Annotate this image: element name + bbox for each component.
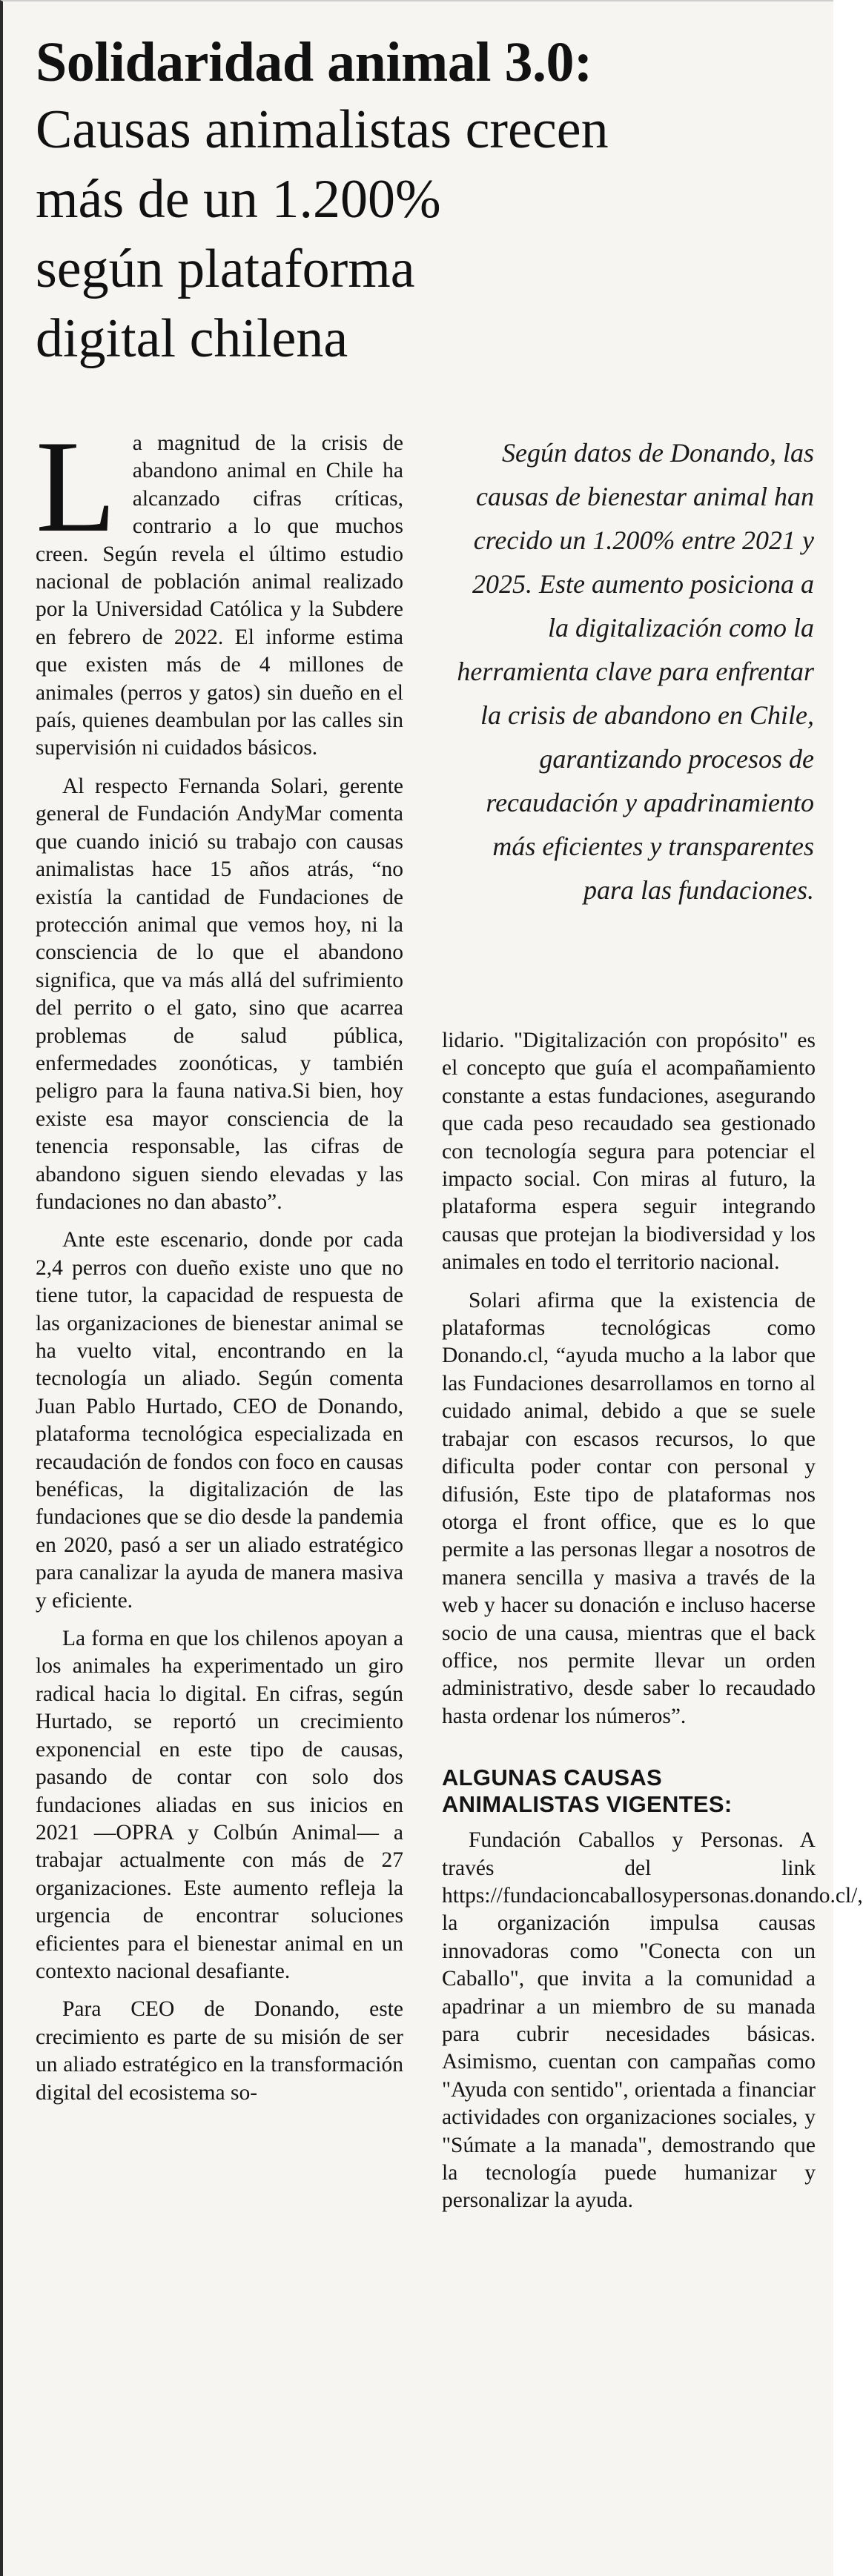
body-paragraph: lidario. "Digitalización con propósito" es el concepto que guía el acompañamiento constante a estas fundaciones, asegurando que cada peso recaudado sea gestionado con tecnología segura para potenciar el impacto social. Con miras al futuro, la plataforma espera seguir integrando causas que protejan la biodiversidad y los animales en todo el territorio nacional. xyxy=(442,1029,816,1275)
drop-cap: L xyxy=(36,413,116,560)
body-paragraph: Solari afirma que la existencia de plataformas tecnológicas como Donando.cl, “ayuda mucho a la labor que las Fundaciones desarrollamos en torno al cuidado animal, debido a que se suele trabajar con escasos recursos, lo que dificulta poder contar con personal y difusión, Este tipo de plataformas nos otorga el front office, que es lo que permite a las personas llegar a nosotros de manera sencilla y masiva a través de la web y hacer su donación e incluso hacerse socio de una causa, mientras que el back office, nos permite llevar un orden administrativo, desde saber lo recaudado hasta ordenar los números”. xyxy=(442,1288,816,1728)
headline xyxy=(36,30,807,374)
body-paragraph: Ante este escenario, donde por cada 2,4 perros con dueño existe uno que no tiene tutor, la capacidad de respuesta de las organizaciones de bienestar animal se ha vuelto vital, encontrando en la tecnología un aliado. Según comenta Juan Pablo Hurtado, CEO de Donando, plataforma tecnológica especializada en recaudación de fondos con foco en causas benéficas, la digitalización de las fundaciones que se dio desde la pandemia en 2020, pasó a ser un aliado estratégico para canalizar la ayuda de manera masiva y eficiente. xyxy=(36,1228,403,1613)
article-title: Solidaridad animal 3.0: xyxy=(36,31,592,93)
pull-quote: Según datos de Donando, las causas de bienestar animal han crecido un 1.200% entre 2021 y 2025. Este aumento posiciona a la digitalización como la herramienta clave para enfrentar la crisis de abandono en Chile, garantizando procesos de recaudación y apadrinamiento más eficientes y transparentes para las fundaciones. xyxy=(457,438,814,905)
body-paragraph-text: a magnitud de la crisis de abandono animal en Chile ha alcanzado cifras críticas, contrario a lo que muchos creen. Según revela el último estudio nacional de población animal realizado por la Universidad Católica y la Subdere en febrero de 2022. El informe estima que existen más de 4 millones de animales (perros y gatos) sin dueño en el país, quienes deambulan por las calles sin supervisión ni cuidados básicos. xyxy=(36,431,403,760)
body-paragraph: Fundación Caballos y Personas. A través del link https://fundacioncaballosypersonas.donando.cl/, la organización impulsa causas innovadoras como "Conecta con un Caballo", que invita a la comunidad a apadrinar a un miembro de su manada para cubrir necesidades básicas. Asimismo, cuentan con campañas como "Ayuda con sentido", orientada a financiar actividades con organizaciones sociales, y "Súmate a la manada", demostrando que la tecnología puede humanizar y personalizar la ayuda. xyxy=(442,1828,863,2213)
body-paragraph: Para CEO de Donando, este crecimiento es parte de su misión de ser un aliado estratégico en la transformación digital del ecosistema so- xyxy=(36,1997,403,2105)
body-paragraph: Al respecto Fernanda Solari, gerente general de Fundación AndyMar comenta que cuando inició su trabajo con causas animalistas hace 15 años atrás, “no existía la cantidad de Fundaciones de protección animal que vemos hoy, ni la consciencia de lo que el abandono significa, que va más allá del sufrimiento del perrito o el gato, sino que acarrea problemas de salud pública, enfermedades zoonóticas, y también peligro para la fauna nativa.Si bien, hoy existe esa mayor consciencia de la tenencia responsable, las cifras de abandono siguen siendo elevadas y las fundaciones no dan abasto”. xyxy=(36,774,403,1214)
body-paragraph: La forma en que los chilenos apoyan a los animales ha experimentado un giro radical hacia lo digital. En cifras, según Hurtado, se reportó un crecimiento exponencial en este tipo de causas, pasando de contar con solo dos fundaciones aliadas en sus inicios en 2021 —OPRA y Colbún Animal— a trabajar actualmente con más de 27 organizaciones. Este aumento refleja la urgencia de encontrar soluciones eficientes para el bienestar animal en un contexto nacional desafiante. xyxy=(36,1627,403,1983)
article-subtitle: Causas animalistas crecen más de un 1.200% según plataforma digital chilena xyxy=(36,99,609,369)
section-subheading: ALGUNAS CAUSAS ANIMALISTAS VIGENTES: xyxy=(442,1765,733,1818)
right-column xyxy=(442,1027,863,2546)
left-column xyxy=(36,413,403,2534)
body-paragraph xyxy=(36,413,403,763)
